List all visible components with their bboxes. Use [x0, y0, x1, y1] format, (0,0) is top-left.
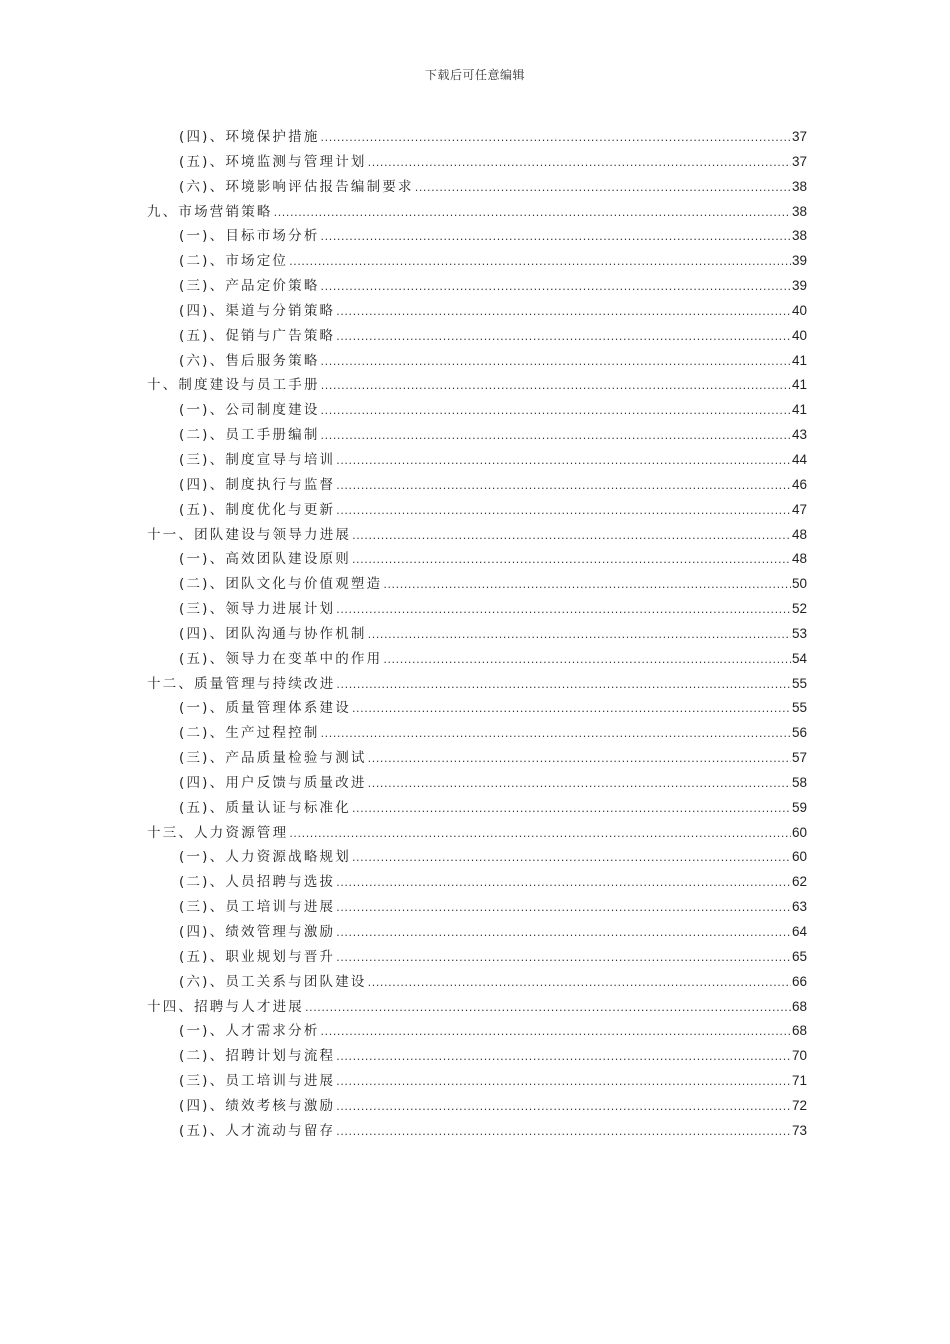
toc-section-entry[interactable] [147, 324, 807, 349]
toc-entry-title: (三)、员工培训与进展 [179, 1073, 336, 1090]
toc-page-number: 66 [791, 973, 807, 989]
toc-entry-title: 十三、人力资源管理 [147, 824, 289, 841]
toc-page-number: 40 [791, 327, 807, 343]
toc-entry-title: (一)、质量管理体系建设 [179, 700, 351, 717]
toc-dot-leader [336, 300, 791, 325]
toc-entry-title: (四)、渠道与分销策略 [179, 302, 336, 319]
toc-page-number: 55 [791, 675, 807, 691]
toc-entry-title: (六)、售后服务策略 [179, 352, 320, 369]
toc-entry-title: (四)、制度执行与监督 [179, 476, 336, 493]
toc-section-entry[interactable] [147, 920, 807, 945]
toc-entry-title: (五)、制度优化与更新 [179, 501, 336, 518]
toc-page-number: 60 [791, 849, 807, 865]
toc-dot-leader [321, 1020, 791, 1045]
toc-entry-title: (二)、市场定位 [179, 253, 289, 270]
toc-section-entry[interactable] [147, 299, 807, 324]
toc-section-entry[interactable] [147, 721, 807, 746]
toc-dot-leader [352, 797, 791, 822]
toc-section-entry[interactable] [147, 845, 807, 870]
toc-dot-leader [336, 1095, 791, 1120]
toc-dot-leader [289, 822, 791, 847]
toc-dot-leader [321, 275, 791, 300]
toc-dot-leader [352, 846, 791, 871]
toc-entry-title: (三)、产品质量检验与测试 [179, 750, 367, 767]
toc-entry-title: (三)、产品定价策略 [179, 278, 320, 295]
toc-section-entry[interactable] [147, 1019, 807, 1044]
toc-entry-title: (四)、团队沟通与协作机制 [179, 625, 367, 642]
toc-page-number: 48 [791, 526, 807, 542]
toc-entry-title: 十一、团队建设与领导力进展 [147, 526, 352, 543]
toc-dot-leader [336, 598, 791, 623]
toc-dot-leader [321, 424, 791, 449]
toc-entry-title: (五)、领导力在变革中的作用 [179, 650, 383, 667]
toc-section-entry[interactable] [147, 945, 807, 970]
toc-entry-title: (一)、目标市场分析 [179, 228, 320, 245]
toc-dot-leader [321, 350, 791, 375]
toc-entry-title: 十四、招聘与人才进展 [147, 998, 304, 1015]
toc-section-entry[interactable] [147, 125, 807, 150]
toc-page-number: 72 [791, 1097, 807, 1113]
toc-chapter-entry[interactable] [147, 523, 807, 548]
toc-section-entry[interactable] [147, 597, 807, 622]
toc-dot-leader [289, 250, 791, 275]
toc-page-number: 60 [791, 824, 807, 840]
toc-dot-leader [321, 399, 791, 424]
toc-chapter-entry[interactable] [147, 995, 807, 1020]
toc-entry-title: (四)、用户反馈与质量改进 [179, 774, 367, 791]
toc-section-entry[interactable] [147, 622, 807, 647]
toc-page-number: 68 [791, 1023, 807, 1039]
toc-page-number: 47 [791, 501, 807, 517]
toc-entry-title: 十二、质量管理与持续改进 [147, 675, 336, 692]
toc-page-number: 62 [791, 874, 807, 890]
toc-dot-leader [368, 971, 791, 996]
toc-dot-leader [336, 921, 791, 946]
toc-page-number: 54 [791, 650, 807, 666]
toc-dot-leader [336, 1120, 791, 1145]
toc-entry-title: (二)、团队文化与价值观塑造 [179, 576, 383, 593]
toc-page-number: 63 [791, 899, 807, 915]
toc-dot-leader [383, 573, 791, 598]
toc-chapter-entry[interactable] [147, 672, 807, 697]
toc-entry-title: (二)、生产过程控制 [179, 725, 320, 742]
toc-section-entry[interactable] [147, 1094, 807, 1119]
toc-page-number: 41 [791, 402, 807, 418]
toc-section-entry[interactable] [147, 398, 807, 423]
toc-entry-title: (五)、环境监测与管理计划 [179, 153, 367, 170]
toc-page-number: 38 [791, 228, 807, 244]
toc-section-entry[interactable] [147, 249, 807, 274]
toc-entry-title: 十、制度建设与员工手册 [147, 377, 320, 394]
toc-page-number: 44 [791, 451, 807, 467]
toc-section-entry[interactable] [147, 1044, 807, 1069]
toc-section-entry[interactable] [147, 175, 807, 200]
toc-section-entry[interactable] [147, 771, 807, 796]
toc-chapter-entry[interactable] [147, 200, 807, 225]
toc-entry-title: (三)、员工培训与进展 [179, 899, 336, 916]
toc-dot-leader [274, 201, 791, 226]
toc-page-number: 39 [791, 253, 807, 269]
toc-section-entry[interactable] [147, 150, 807, 175]
toc-page-number: 37 [791, 153, 807, 169]
toc-entry-title: (五)、促销与广告策略 [179, 327, 336, 344]
toc-page-number: 39 [791, 278, 807, 294]
toc-page-number: 65 [791, 948, 807, 964]
toc-section-entry[interactable] [147, 498, 807, 523]
toc-entry-title: (一)、公司制度建设 [179, 402, 320, 419]
toc-page-number: 71 [791, 1073, 807, 1089]
toc-dot-leader [352, 697, 791, 722]
toc-dot-leader [336, 499, 791, 524]
toc-page-number: 53 [791, 625, 807, 641]
toc-entry-title: (二)、招聘计划与流程 [179, 1048, 336, 1065]
toc-page-number: 41 [791, 352, 807, 368]
toc-section-entry[interactable] [147, 746, 807, 771]
toc-entry-title: (二)、人员招聘与选拔 [179, 874, 336, 891]
toc-page-number: 56 [791, 725, 807, 741]
toc-dot-leader [368, 623, 791, 648]
toc-section-entry[interactable] [147, 473, 807, 498]
toc-entry-title: (五)、人才流动与留存 [179, 1122, 336, 1139]
toc-entry-title: (五)、职业规划与晋升 [179, 948, 336, 965]
toc-dot-leader [321, 722, 791, 747]
toc-page-number: 59 [791, 799, 807, 815]
toc-entry-title: (二)、员工手册编制 [179, 427, 320, 444]
toc-chapter-entry[interactable] [147, 373, 807, 398]
toc-section-entry[interactable] [147, 224, 807, 249]
toc-page-number: 70 [791, 1048, 807, 1064]
toc-dot-leader [336, 449, 791, 474]
toc-page-number: 48 [791, 551, 807, 567]
toc-page-number: 57 [791, 750, 807, 766]
toc-entry-title: (一)、人力资源战略规划 [179, 849, 351, 866]
toc-section-entry[interactable] [147, 796, 807, 821]
toc-entry-title: (一)、高效团队建设原则 [179, 551, 351, 568]
toc-entry-title: (五)、质量认证与标准化 [179, 799, 351, 816]
toc-page-number: 40 [791, 302, 807, 318]
toc-section-entry[interactable] [147, 870, 807, 895]
toc-section-entry[interactable] [147, 895, 807, 920]
toc-section-entry[interactable] [147, 970, 807, 995]
toc-dot-leader [352, 524, 791, 549]
toc-section-entry[interactable] [147, 547, 807, 572]
toc-page-number: 41 [791, 377, 807, 393]
toc-page-number: 55 [791, 700, 807, 716]
toc-dot-leader [336, 325, 791, 350]
toc-dot-leader [321, 225, 791, 250]
toc-dot-leader [368, 772, 791, 797]
toc-section-entry[interactable] [147, 349, 807, 374]
toc-entry-title: (三)、制度宣导与培训 [179, 451, 336, 468]
toc-section-entry[interactable] [147, 448, 807, 473]
toc-page-number: 43 [791, 427, 807, 443]
toc-page-number: 38 [791, 178, 807, 194]
toc-page-number: 46 [791, 476, 807, 492]
toc-section-entry[interactable] [147, 572, 807, 597]
table-of-contents [147, 125, 807, 1144]
toc-dot-leader [336, 1045, 791, 1070]
toc-page-number: 50 [791, 576, 807, 592]
toc-chapter-entry[interactable] [147, 821, 807, 846]
toc-section-entry[interactable] [147, 1069, 807, 1094]
toc-page-number: 38 [791, 203, 807, 219]
toc-dot-leader [368, 747, 791, 772]
toc-page-number: 37 [791, 129, 807, 144]
page-header: 下载后可任意编辑 [424, 68, 525, 82]
toc-dot-leader [321, 126, 791, 151]
toc-section-entry[interactable] [147, 1119, 807, 1144]
toc-section-entry[interactable] [147, 647, 807, 672]
toc-section-entry[interactable] [147, 696, 807, 721]
toc-dot-leader [336, 946, 791, 971]
toc-dot-leader [352, 548, 791, 573]
toc-dot-leader [305, 996, 791, 1021]
toc-dot-leader [336, 896, 791, 921]
toc-dot-leader [336, 474, 791, 499]
toc-page-number: 52 [791, 601, 807, 617]
toc-entry-title: (四)、绩效管理与激励 [179, 924, 336, 940]
toc-entry-title: 九、市场营销策略 [147, 203, 273, 220]
toc-dot-leader [336, 871, 791, 896]
toc-entry-title: (六)、员工关系与团队建设 [179, 973, 367, 990]
toc-dot-leader [336, 673, 791, 698]
toc-dot-leader [368, 151, 791, 176]
toc-dot-leader [336, 1070, 791, 1095]
toc-entry-title: (三)、领导力进展计划 [179, 601, 336, 618]
toc-page-number: 68 [791, 998, 807, 1014]
toc-dot-leader [415, 176, 791, 201]
toc-section-entry[interactable] [147, 274, 807, 299]
toc-entry-title: (六)、环境影响评估报告编制要求 [179, 178, 414, 195]
toc-page-number: 73 [791, 1122, 807, 1138]
toc-dot-leader [321, 374, 791, 399]
toc-entry-title: (一)、人才需求分析 [179, 1023, 320, 1040]
toc-entry-title: (四)、环境保护措施 [179, 129, 320, 145]
toc-dot-leader [383, 648, 791, 673]
toc-page-number: 58 [791, 774, 807, 790]
toc-entry-title: (四)、绩效考核与激励 [179, 1097, 336, 1114]
toc-section-entry[interactable] [147, 423, 807, 448]
toc-page-number: 64 [791, 924, 807, 939]
